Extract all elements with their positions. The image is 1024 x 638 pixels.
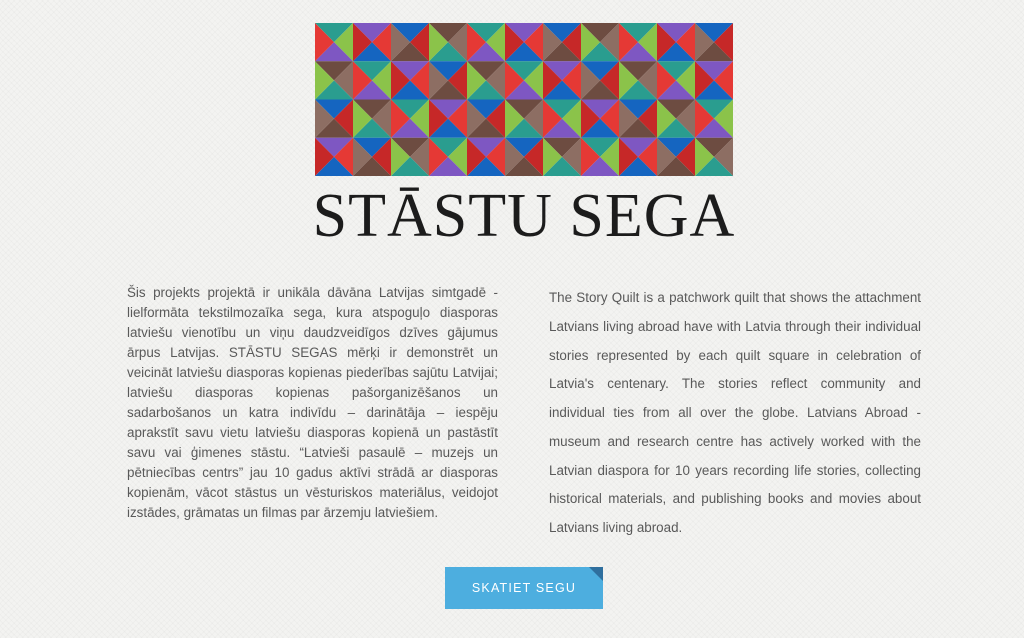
english-description-text: The Story Quilt is a patchwork quilt that shows the attachment Latvians living abroad have with Latvia through their individual stories represented by each quilt square in celebration of Latvia's centenary. The stories reflect community and individual ties from all over the globe. Latvians Abroad - museum and research centre has actively worked with the Latvian diaspora for 10 years recording life stories, collecting historical materials, and publishing books and movies about Latvians living abroad. — [549, 290, 921, 535]
view-quilt-button[interactable] — [445, 567, 603, 609]
quilt-pattern-graphic — [315, 23, 733, 176]
story-quilt-logo-image — [315, 23, 733, 176]
logo-title: STĀSTU SEGA — [312, 182, 736, 250]
latvian-description-text: Šis projekts projektā ir unikāla dāvāna Latvijas simtgadē - lielformāta tekstilmozaīka sega, kura atspoguļo diasporas latviešu vienotību un viņu daudzveidīgos dzīves gājumus ārpus Latvijas. STĀSTU SEGAS mērķi ir demonstrēt un veicināt latviešu diasporas kopienas piederības sajūtu Latvijai; latviešu diasporas kopienas pašorganizēšanos un sadarbošanos un katra indivīdu – darinātāja – iespēju aprakstīt savu vietu latviešu diasporas kopienā un pastāstīt savu vai ģimenes stāstu. “Latvieši pasaulē – muzejs un pētniecības centrs” jau 10 gadus aktīvi strādā ar diasporas kopienām, vācot stāstus un vēsturiskos materiālus, veidojot izstādes, grāmatas un filmas par ārzemju latviešiem. — [127, 285, 498, 520]
view-quilt-button-label: SKATIET SEGU — [471, 581, 577, 595]
button-corner-fold-decoration — [589, 567, 603, 581]
